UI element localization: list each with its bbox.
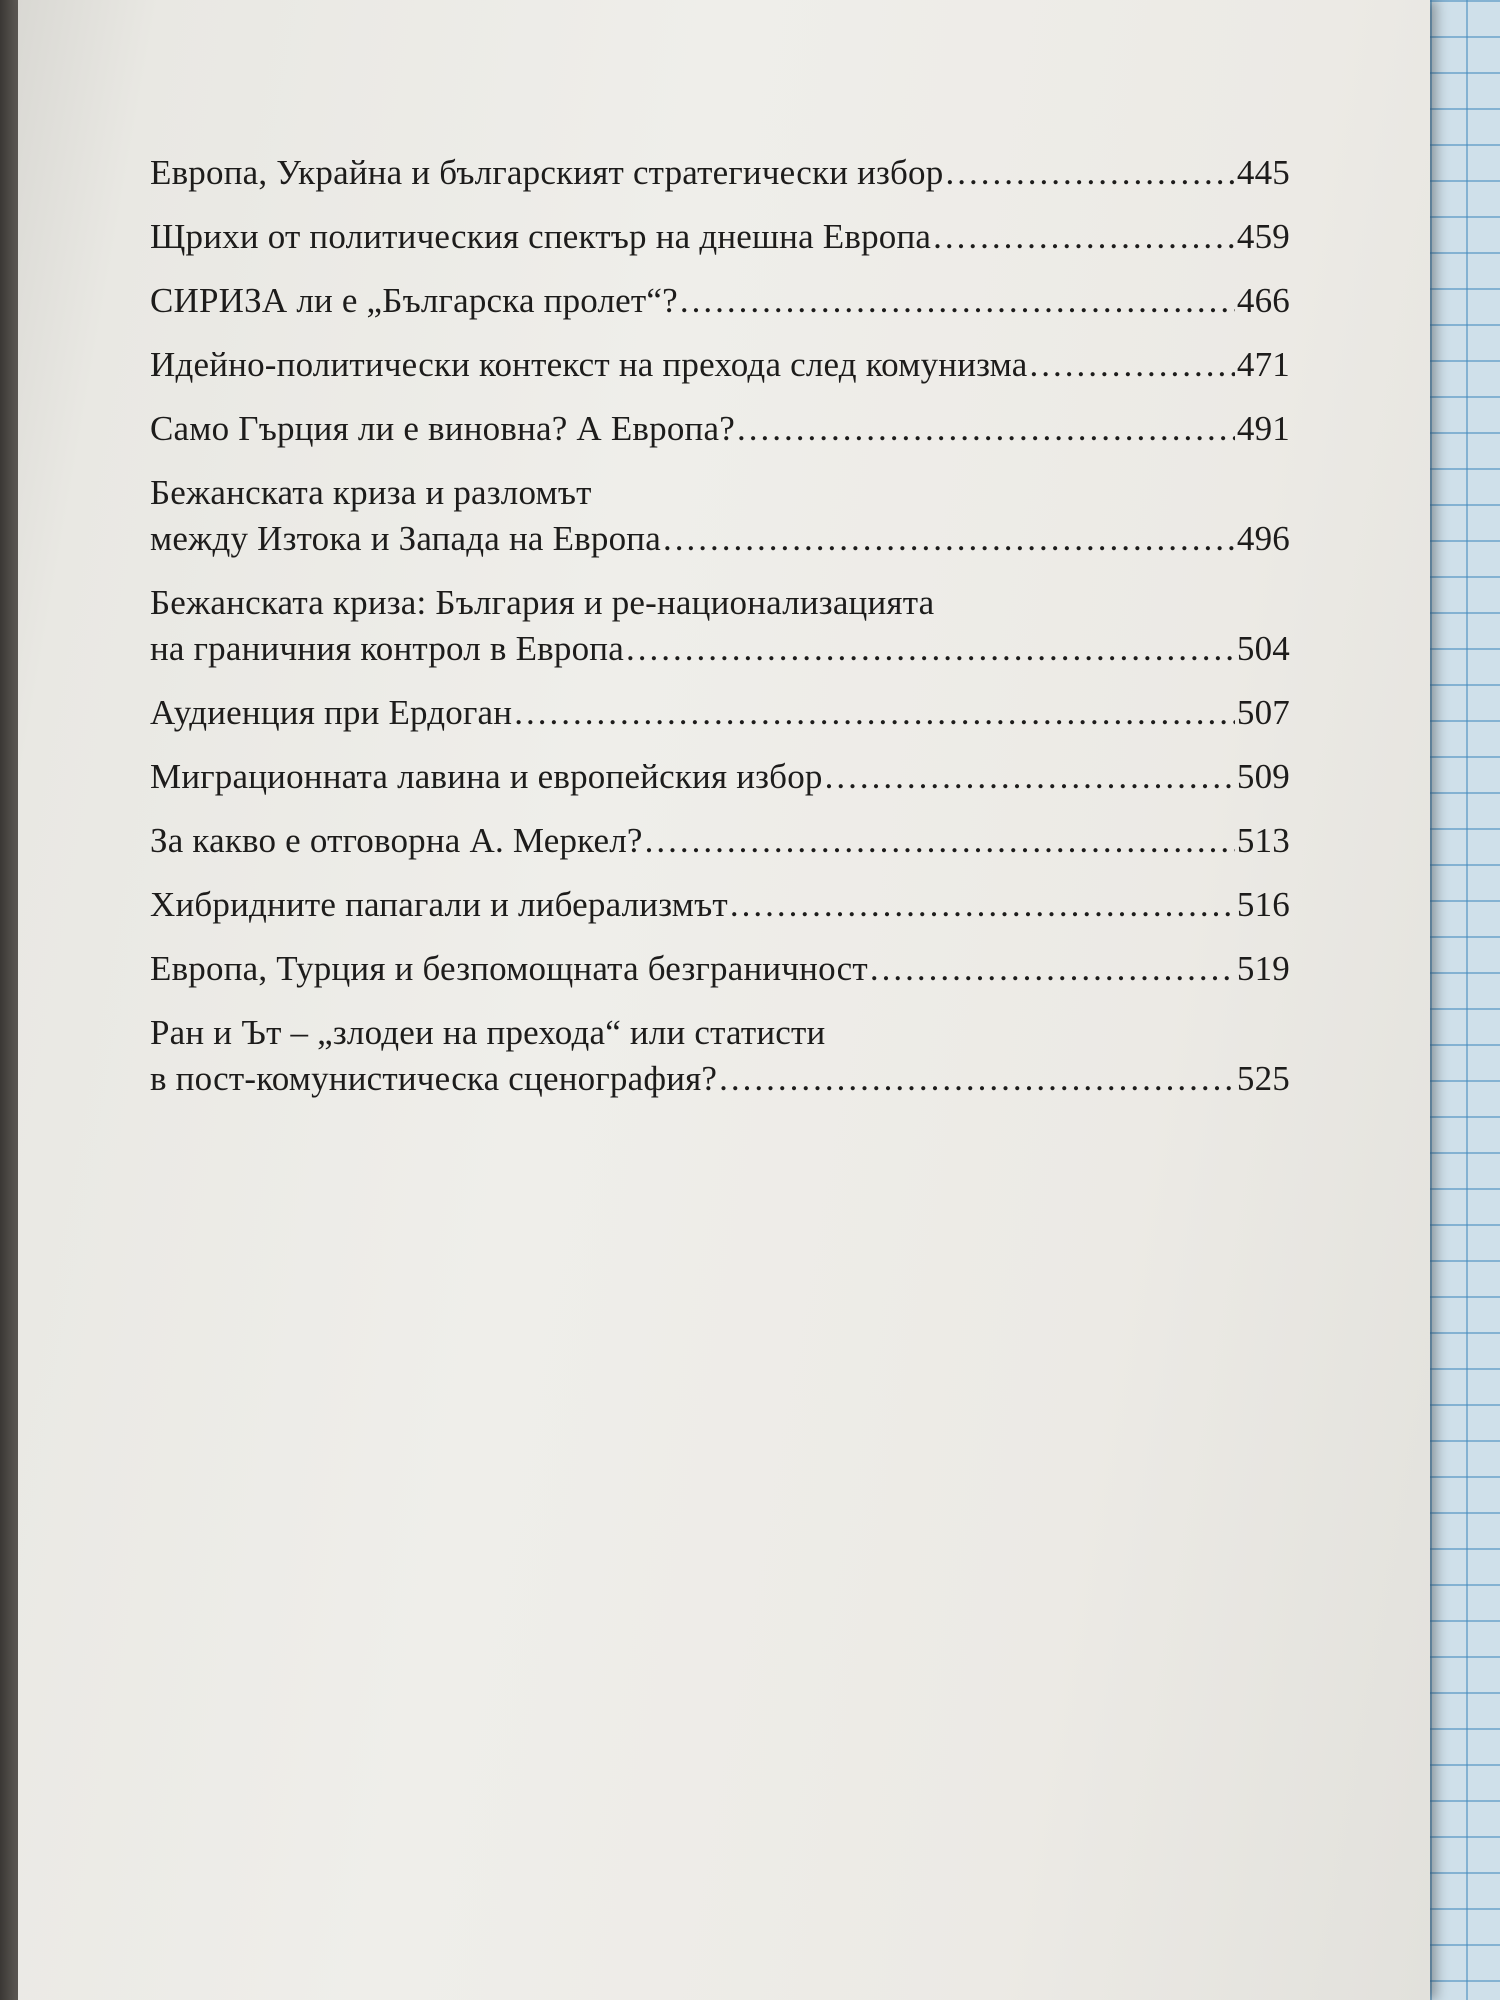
dot-leader bbox=[945, 150, 1234, 196]
toc-entry bbox=[150, 406, 1290, 452]
toc-entry-line bbox=[150, 516, 1290, 562]
toc-entry-title-line-2: между Изтока и Запада на Европа bbox=[150, 519, 661, 558]
toc-entry-line bbox=[150, 342, 1290, 388]
toc-entry-title: Само Гърция ли е виновна? А Европа? bbox=[150, 409, 735, 448]
toc-entry bbox=[150, 470, 1290, 562]
toc-entry-title-line-1: Ран и Ът – „злодеи на прехода“ или статисти bbox=[150, 1013, 826, 1052]
toc-entry bbox=[150, 278, 1290, 324]
dot-leader bbox=[719, 1056, 1235, 1102]
toc-page-number: 507 bbox=[1236, 693, 1290, 732]
dot-leader bbox=[645, 818, 1235, 864]
dot-leader bbox=[825, 754, 1235, 800]
toc-page-number: 509 bbox=[1236, 757, 1290, 796]
toc-entry-title-line-2: в пост-комунистическа сценография? bbox=[150, 1059, 718, 1098]
toc-entry bbox=[150, 690, 1290, 736]
table-of-contents bbox=[150, 150, 1290, 1120]
toc-entry bbox=[150, 882, 1290, 928]
dot-leader bbox=[870, 946, 1235, 992]
toc-entry-line bbox=[150, 818, 1290, 864]
toc-page-number: 504 bbox=[1236, 629, 1290, 668]
toc-entry-line bbox=[150, 214, 1290, 260]
toc-entry-title: За какво е отговорна А. Меркел? bbox=[150, 821, 643, 860]
toc-entry-line bbox=[150, 754, 1290, 800]
toc-page-number: 516 bbox=[1236, 885, 1290, 924]
toc-entry bbox=[150, 754, 1290, 800]
toc-page-number: 519 bbox=[1236, 949, 1290, 988]
toc-entry bbox=[150, 214, 1290, 260]
dot-leader bbox=[626, 626, 1235, 672]
toc-entry-title: Щрихи от политическия спектър на днешна Европа bbox=[150, 217, 932, 256]
dot-leader bbox=[680, 278, 1235, 324]
toc-page-number: 445 bbox=[1236, 153, 1290, 192]
dot-leader bbox=[730, 882, 1235, 928]
toc-entry-title-line-2: на граничния контрол в Европа bbox=[150, 629, 624, 668]
toc-entry-title-line-1: Бежанската криза: България и ре-национализацията bbox=[150, 583, 935, 622]
toc-entry-title: Европа, Украйна и българският стратегически избор bbox=[150, 153, 944, 192]
toc-page-number: 525 bbox=[1236, 1059, 1290, 1098]
dot-leader bbox=[933, 214, 1235, 260]
toc-page-number: 459 bbox=[1236, 217, 1290, 256]
toc-entry-title: Идейно-политически контекст на прехода след комунизма bbox=[150, 345, 1028, 384]
dot-leader bbox=[737, 406, 1235, 452]
cutting-mat-background bbox=[1430, 0, 1500, 2000]
toc-entry-line bbox=[150, 1056, 1290, 1102]
toc-entry-line bbox=[150, 406, 1290, 452]
toc-entry bbox=[150, 946, 1290, 992]
toc-page-number: 496 bbox=[1236, 519, 1290, 558]
dot-leader bbox=[663, 516, 1235, 562]
toc-entry-line bbox=[150, 626, 1290, 672]
toc-entry-title: Хибридните папагали и либерализмът bbox=[150, 885, 728, 924]
dot-leader bbox=[514, 690, 1235, 736]
toc-page-number: 466 bbox=[1236, 281, 1290, 320]
toc-entry-line bbox=[150, 882, 1290, 928]
toc-page-number: 471 bbox=[1236, 345, 1290, 384]
toc-entry-line bbox=[150, 150, 1290, 196]
toc-page-number: 491 bbox=[1236, 409, 1290, 448]
book-page bbox=[18, 0, 1430, 2000]
toc-page-number: 513 bbox=[1236, 821, 1290, 860]
toc-entry bbox=[150, 580, 1290, 672]
toc-entry-title: Аудиенция при Ердоган bbox=[150, 693, 513, 732]
toc-entry-line bbox=[150, 278, 1290, 324]
toc-entry bbox=[150, 150, 1290, 196]
toc-entry-title-line-1: Бежанската криза и разломът bbox=[150, 473, 592, 512]
toc-entry-title: СИРИЗА ли е „Българска пролет“? bbox=[150, 281, 678, 320]
toc-entry-title: Миграционната лавина и европейския избор bbox=[150, 757, 823, 796]
toc-entry bbox=[150, 818, 1290, 864]
toc-entry-line bbox=[150, 690, 1290, 736]
toc-entry-title: Европа, Турция и безпомощната безграничност bbox=[150, 949, 868, 988]
toc-entry-line bbox=[150, 946, 1290, 992]
toc-entry bbox=[150, 1010, 1290, 1102]
dot-leader bbox=[1030, 342, 1235, 388]
toc-entry bbox=[150, 342, 1290, 388]
